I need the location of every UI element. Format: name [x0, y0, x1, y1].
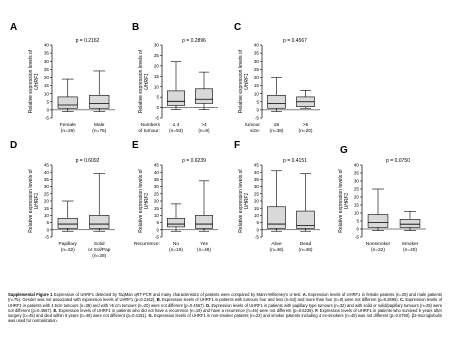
category-label: Female: [59, 123, 76, 128]
y-tick-label: 20: [253, 75, 259, 81]
category-label: >5: [302, 123, 309, 128]
y-tick-label: -5: [44, 234, 49, 240]
box-1: [368, 189, 388, 231]
p-value-label: p = 0.2162: [75, 38, 100, 44]
panel-d: [10, 140, 115, 259]
category-label-line2: or Sol/Pap: [88, 248, 111, 253]
y-tick-label: 30: [253, 58, 259, 64]
p-value-label: p = 0.4151: [283, 158, 307, 164]
caption-parts: [8, 292, 442, 323]
caption-part-e: [52, 308, 314, 313]
box-2: [297, 90, 315, 108]
panel-g: [338, 145, 426, 253]
category-n: (n=46): [269, 248, 284, 253]
category-label: ≤ 4: [172, 123, 180, 128]
p-value-label: p = 0.6092: [75, 158, 100, 164]
y-tick-label: 10: [153, 84, 159, 90]
y-tick-label: -5: [154, 115, 159, 121]
box-2: [195, 181, 212, 231]
box-iqr: [400, 219, 420, 227]
caption-part-label: G.: [147, 313, 155, 319]
y-tick-label: 25: [253, 66, 259, 72]
y-axis-label-gene: UHRF1: [244, 73, 250, 90]
y-tick-label: 5: [156, 94, 159, 100]
y-tick-label: 30: [153, 184, 159, 190]
box-iqr: [268, 95, 286, 108]
panel-letter: G: [340, 145, 348, 156]
box-1: [58, 201, 78, 231]
category-label: No: [172, 242, 180, 247]
p-value-label: p = 0.4567: [283, 38, 307, 44]
category-n: (n=75): [92, 129, 107, 134]
y-tick-label: 25: [253, 191, 259, 197]
y-tick-label: 5: [46, 220, 49, 226]
box-iqr: [167, 91, 184, 106]
caption-part-label: D.: [204, 302, 212, 308]
category-label: Yes: [200, 242, 208, 247]
y-tick-label: 0: [256, 107, 259, 113]
y-tick-label: 0: [46, 107, 49, 113]
y-tick-label: 20: [43, 75, 49, 81]
y-tick-label: 0: [156, 105, 159, 111]
x-title-line2: of tumour:: [138, 129, 160, 134]
y-tick-label: 10: [253, 213, 259, 218]
box-1: [167, 204, 184, 231]
category-n: (n=32): [60, 248, 75, 253]
category-n: (n=22): [371, 248, 385, 253]
y-tick-label: 35: [43, 177, 49, 182]
panel-letter: D: [10, 140, 18, 151]
y-tick-label: 0: [156, 227, 159, 233]
box-iqr: [268, 207, 286, 229]
caption-part-text: Expression levels of UHRF1 in patients with tumours four and less (n=53) and more than four (n=9) were not different (p=0.2896).: [162, 297, 399, 303]
box-2: [89, 174, 109, 232]
panel-e: [132, 140, 218, 253]
y-tick-label: 15: [43, 83, 49, 89]
y-axis-label-gene: UHRF1: [34, 73, 40, 90]
y-tick-label: 5: [256, 220, 259, 226]
caption-part-text: Expression levels of UHRF1 in patients with papillary type tumours (n=32) and with solid or solid/papillary tumours (n=28) were not different (p=0.4567).: [8, 302, 443, 313]
category-label: Male: [94, 123, 105, 128]
y-tick-label: 30: [43, 58, 49, 64]
y-tick-label: 20: [253, 198, 259, 204]
box-iqr: [195, 89, 212, 104]
y-tick-label: 40: [253, 42, 259, 48]
y-tick-label: 25: [43, 191, 49, 197]
y-tick-label: 10: [153, 213, 159, 218]
category-label: Alive: [271, 242, 282, 247]
y-axis-label-gene: UHRF1: [244, 192, 250, 210]
y-tick-label: 35: [253, 177, 259, 182]
panel-f: [234, 140, 320, 253]
caption-part-text: Expression levels of UHRF1 in non-smoker patients (n=22) and smoker patients including 4 ex-smokers (n=40) was not different (p=0.0750). β2-microglobulin was used for normalization.: [8, 313, 442, 324]
y-tick-label: 15: [353, 202, 359, 208]
y-tick-label: 20: [153, 63, 159, 69]
y-tick-label: 15: [153, 73, 159, 79]
category-n: (n=48): [298, 248, 313, 253]
x-title: tumour: [245, 123, 260, 128]
category-label: Smoker: [401, 242, 419, 247]
y-tick-label: 15: [253, 83, 259, 89]
caption-part-label: A.: [301, 292, 309, 297]
panel-letter: F: [234, 140, 241, 151]
y-tick-label: 40: [353, 162, 359, 168]
y-tick-label: 20: [43, 198, 49, 204]
y-tick-label: 0: [256, 227, 259, 233]
category-n: (n=38): [269, 129, 284, 134]
y-tick-label: 45: [153, 162, 159, 168]
box-2: [195, 72, 212, 110]
category-n: (n=20): [298, 129, 313, 134]
y-tick-label: 5: [256, 99, 259, 105]
y-axis-label: Relative expression levels of: [238, 49, 244, 114]
y-axis-label: Relative expression levels of: [238, 169, 244, 233]
y-tick-label: -5: [44, 115, 49, 121]
y-axis-label: Relative expression levels of: [338, 169, 344, 233]
box-2: [400, 211, 420, 230]
panel-b: [132, 22, 218, 134]
box-iqr: [89, 215, 109, 228]
box-iqr: [58, 97, 78, 108]
y-axis-label-gene: UHRF1: [344, 192, 350, 210]
caption-part-b: [155, 297, 398, 302]
p-value-label: p = 0.2896: [182, 38, 206, 44]
p-value-label: p = 0.6239: [182, 158, 206, 164]
y-tick-label: 0: [356, 226, 359, 232]
y-axis-label-gene: UHRF1: [144, 192, 150, 210]
box-1: [268, 171, 286, 231]
caption-part-label: F.: [313, 307, 320, 313]
caption-intro: Expression of UHRF1 detected by TaqMan qRT-PCR and many characteristics of patients were compared by Mann-Whiteney's U-test.: [53, 292, 302, 297]
y-tick-label: 30: [43, 184, 49, 190]
panel-letter: E: [132, 140, 139, 151]
box-iqr: [195, 215, 212, 228]
category-n: (n=9): [198, 129, 210, 134]
category-label: >4: [201, 123, 207, 128]
y-tick-label: -5: [254, 115, 259, 121]
y-tick-label: 10: [353, 210, 359, 216]
y-tick-label: 30: [353, 178, 359, 184]
x-title: Numbers: [140, 123, 160, 128]
category-n: (n=28): [92, 254, 107, 259]
y-tick-label: 5: [46, 99, 49, 105]
category-n: (n=53): [169, 129, 183, 134]
y-axis-label: Relative expression levels of: [28, 169, 34, 233]
y-tick-label: 0: [46, 227, 49, 233]
y-tick-label: 10: [43, 91, 49, 97]
caption-part-text: Expression levels of UHRF1 in female patients (n=29) and male patients (n=75). Gender was not associated with expression levels of UHRF1 (p=0.2162).: [8, 292, 443, 303]
y-axis-label-gene: UHRF1: [144, 73, 150, 90]
y-tick-label: -5: [254, 234, 259, 240]
category-label: Dead: [299, 242, 312, 247]
caption-part-text: Expression levels of UHRF1 in patients who survived 5 years after surgery (n=45) and died within 5 years (n=48) were not different (p=0.4151).: [8, 307, 442, 319]
p-value-label: p = 0.0750: [386, 158, 410, 164]
y-tick-label: 20: [353, 194, 359, 200]
y-tick-label: 35: [153, 177, 159, 182]
box-2: [297, 174, 315, 232]
y-tick-label: 40: [43, 169, 49, 175]
box-1: [167, 62, 184, 110]
y-tick-label: -5: [354, 234, 359, 240]
y-tick-label: 40: [43, 42, 49, 48]
y-axis-label: Relative expression levels of: [138, 49, 144, 114]
caption-part-label: C.: [398, 297, 406, 303]
category-n: (n=40): [403, 248, 417, 253]
box-1: [268, 77, 286, 111]
caption-part-label: B.: [155, 297, 163, 303]
box-iqr: [89, 95, 109, 108]
y-tick-label: 5: [156, 220, 159, 226]
panel-letter: B: [132, 22, 140, 33]
y-tick-label: 30: [153, 42, 159, 48]
caption-part-text: Expression levels of UHRF1 in patients who did not have a recurrence (n=19) and have a recurrence (n=46) were not different (p=0.6239).: [58, 307, 314, 313]
y-tick-label: -5: [154, 234, 159, 240]
y-tick-label: 25: [43, 66, 49, 72]
y-tick-label: 25: [353, 186, 359, 192]
y-tick-label: 30: [253, 184, 259, 190]
x-title: Recurrence:: [133, 242, 160, 247]
y-tick-label: 10: [43, 213, 49, 218]
y-tick-label: 35: [353, 170, 359, 176]
panel-letter: C: [234, 22, 242, 33]
caption-part-text: Expression levels of UHRF1 in patients with 4.5cm tumours (n=38) and with >5 cm tumours (n=20) were not different (p=0.4567).: [8, 297, 443, 308]
category-label: Solid: [93, 242, 105, 247]
y-tick-label: 40: [153, 169, 159, 175]
panel-letter: A: [10, 22, 18, 33]
figure-caption: [8, 292, 442, 324]
y-tick-label: 10: [253, 91, 259, 97]
x-title-line2: size:: [250, 129, 260, 134]
y-tick-label: 40: [253, 169, 259, 175]
y-tick-label: 20: [153, 198, 159, 204]
caption-part-label: E.: [52, 307, 59, 313]
category-label: Papillary: [58, 242, 77, 247]
box-2: [89, 71, 109, 112]
y-tick-label: 15: [153, 205, 159, 211]
category-label: Nonsmoker: [365, 242, 391, 247]
y-tick-label: 25: [153, 191, 159, 197]
panel-c: [234, 22, 320, 134]
box-iqr: [368, 215, 388, 228]
y-axis-label-gene: UHRF1: [34, 192, 40, 210]
caption-heading: Supplemental Figure 1: [8, 292, 53, 297]
y-axis-label: Relative expression levels of: [138, 169, 144, 233]
y-tick-label: 45: [253, 162, 259, 168]
box-iqr: [167, 218, 184, 227]
y-tick-label: 35: [253, 50, 259, 56]
box-iqr: [58, 218, 78, 228]
y-tick-label: 25: [153, 53, 159, 59]
panel-a: [10, 22, 115, 134]
category-n: (n=46): [197, 248, 211, 253]
category-label: ≤5: [273, 123, 280, 128]
category-n: (n=29): [60, 129, 75, 134]
y-tick-label: 5: [356, 218, 359, 224]
box-1: [58, 79, 78, 111]
y-tick-label: 15: [253, 205, 259, 211]
y-tick-label: 15: [43, 205, 49, 211]
y-tick-label: 35: [43, 50, 49, 56]
category-n: (n=19): [169, 248, 183, 253]
y-axis-label: Relative expression levels of: [28, 49, 34, 114]
y-tick-label: 45: [43, 162, 49, 168]
